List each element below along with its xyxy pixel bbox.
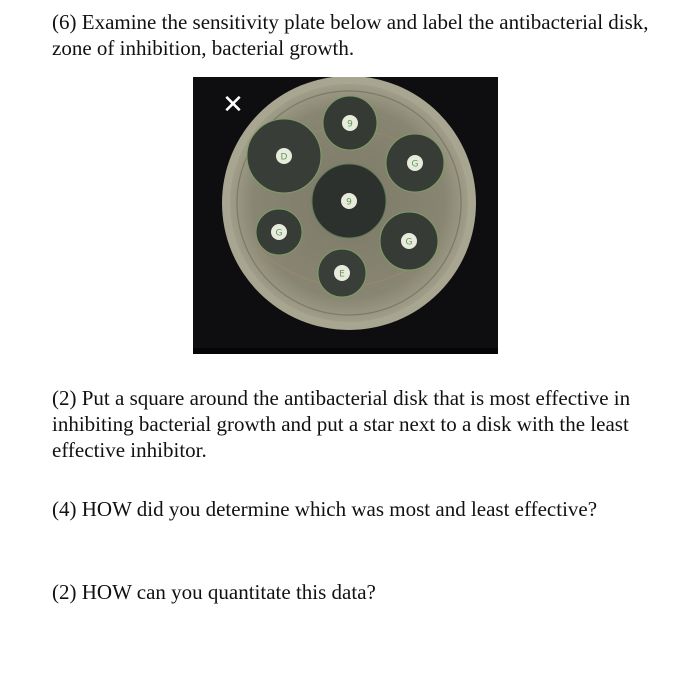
photo-bottom-edge	[193, 348, 498, 354]
disk-mark: G	[411, 159, 419, 170]
disk-mark: G	[275, 228, 283, 239]
question-how-determined: (4) HOW did you determine which was most and least effective?	[52, 497, 598, 521]
antibacterial-disk-left	[271, 224, 287, 240]
antibacterial-disk-upper-left	[276, 148, 292, 164]
antibacterial-disk-bottom	[334, 265, 350, 281]
question-label-plate: (6) Examine the sensitivity plate below and label the antibacterial disk, zone of inhibition, bacterial growth.	[52, 10, 649, 60]
antibacterial-disk-top	[342, 115, 358, 131]
antibacterial-disk-upper-right	[407, 155, 423, 171]
disk-mark: 9	[347, 119, 353, 130]
disk-mark: D	[280, 152, 288, 163]
question-label-square-star: (2) Put a square around the antibacterial disk that is most effective in inhibiting bacterial growth and put a star next to a disk with the least effective inhibitor.	[52, 386, 631, 462]
antibacterial-disk-right	[401, 233, 417, 249]
disk-mark: G	[405, 237, 413, 248]
sensitivity-plate-image	[193, 77, 498, 354]
disk-mark: 9	[346, 197, 352, 208]
question-how-quantitate: (2) HOW can you quantitate this data?	[52, 580, 376, 604]
sensitivity-plate-figure	[193, 77, 498, 354]
x-marker: ✕	[222, 90, 244, 120]
disk-mark: E	[339, 269, 345, 280]
antibacterial-disk-center	[341, 193, 357, 209]
